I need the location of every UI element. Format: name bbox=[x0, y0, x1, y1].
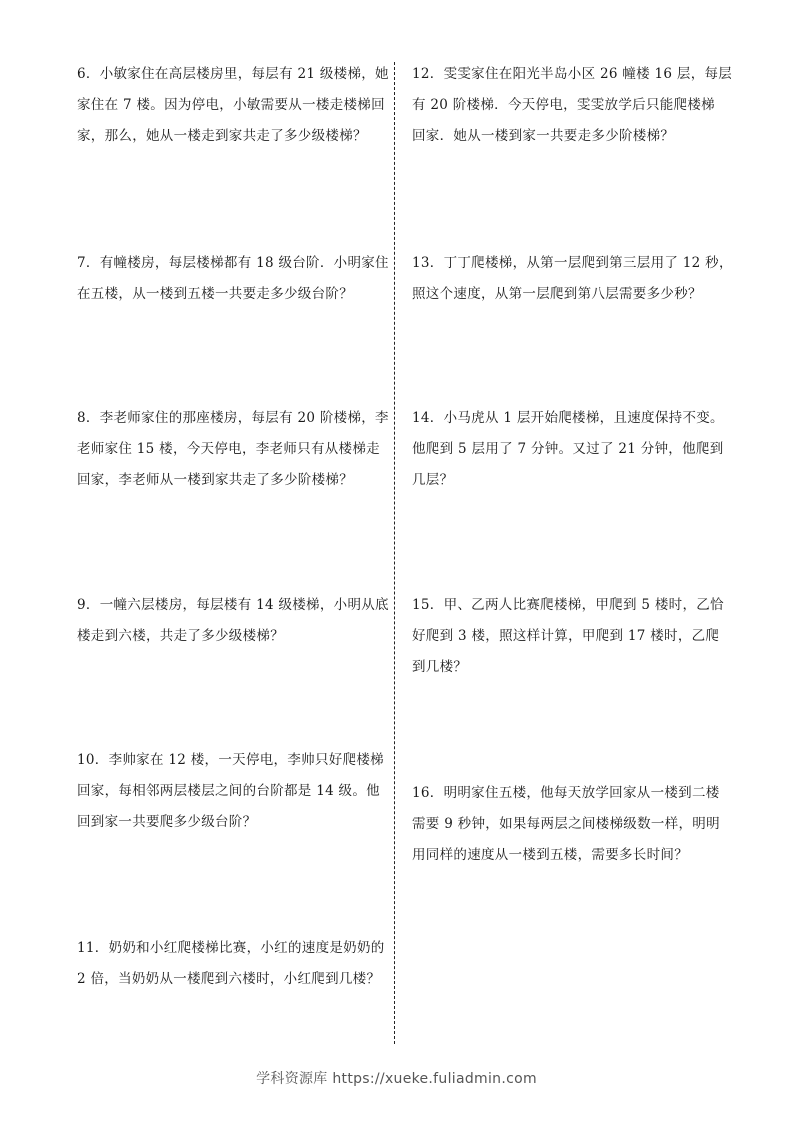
problem-line: 他爬到 5 层用了 7 分钟。又过了 21 分钟，他爬到 bbox=[412, 441, 724, 457]
problem-line: 在五楼，从一楼到五楼一共要走多少级台阶？ bbox=[77, 286, 353, 302]
problem-line: 回家，每相邻两层楼层之间的台阶都是 14 级。他 bbox=[77, 783, 380, 799]
problem-line: 需要 9 秒钟，如果每两层之间楼梯级数一样，明明 bbox=[412, 816, 720, 832]
problem-12 bbox=[412, 59, 732, 152]
problem-line: 2 倍，当奶奶从一楼爬到六楼时，小红爬到几楼？ bbox=[77, 971, 381, 987]
problem-line: 16．明明家住五楼，他每天放学回家从一楼到二楼 bbox=[412, 785, 720, 801]
problem-line: 10．李帅家在 12 楼，一天停电，李帅只好爬楼梯 bbox=[77, 752, 384, 768]
problem-15 bbox=[412, 590, 724, 683]
problem-line: 用同样的速度从一楼到五楼，需要多长时间？ bbox=[412, 847, 688, 863]
problem-line: 11．奶奶和小红爬楼梯比赛，小红的速度是奶奶的 bbox=[77, 940, 385, 956]
problem-line: 14．小马虎从 1 层开始爬楼梯，且速度保持不变。 bbox=[412, 410, 724, 426]
problem-line: 家，那么，她从一楼走到家共走了多少级楼梯？ bbox=[77, 128, 367, 144]
problem-11 bbox=[77, 933, 385, 995]
problem-line: 家住在 7 楼。因为停电，小敏需要从一楼走楼梯回 bbox=[77, 97, 385, 113]
problem-line: 8．李老师家住的那座楼房，每层有 20 阶楼梯，李 bbox=[77, 410, 389, 426]
problem-line: 6．小敏家住在高层楼房里，每层有 21 级楼梯，她 bbox=[77, 66, 389, 82]
problem-line: 回家，李老师从一楼到家共走了多少阶楼梯？ bbox=[77, 472, 353, 488]
problem-line: 7．有幢楼房，每层楼梯都有 18 级台阶．小明家住 bbox=[77, 255, 389, 271]
problem-6 bbox=[77, 59, 389, 152]
problem-7 bbox=[77, 248, 389, 310]
problem-line: 9．一幢六层楼房，每层楼有 14 级楼梯，小明从底 bbox=[77, 597, 389, 613]
footer-source: 学科资源库 https://xueke.fuliadmin.com bbox=[256, 1071, 537, 1087]
problem-line: 老师家住 15 楼，今天停电，李老师只有从楼梯走 bbox=[77, 441, 380, 457]
problem-9 bbox=[77, 590, 389, 652]
problem-line: 13．丁丁爬楼梯，从第一层爬到第三层用了 12 秒， bbox=[412, 255, 733, 271]
problem-line: 回到家一共要爬多少级台阶？ bbox=[77, 814, 257, 830]
problem-line: 15．甲、乙两人比赛爬楼梯，甲爬到 5 楼时，乙恰 bbox=[412, 597, 724, 613]
column-divider bbox=[394, 62, 395, 1044]
problem-line: 有 20 阶楼梯．今天停电，雯雯放学后只能爬楼梯 bbox=[412, 97, 715, 113]
problem-line: 照这个速度，从第一层爬到第八层需要多少秒？ bbox=[412, 286, 702, 302]
problem-line: 回家．她从一楼到家一共要走多少阶楼梯？ bbox=[412, 128, 675, 144]
problem-8 bbox=[77, 403, 389, 496]
problem-line: 到几楼？ bbox=[412, 659, 468, 675]
problem-13 bbox=[412, 248, 733, 310]
problem-16 bbox=[412, 778, 720, 871]
problem-line: 楼走到六楼，共走了多少级楼梯？ bbox=[77, 628, 284, 644]
problem-line: 12．雯雯家住在阳光半岛小区 26 幢楼 16 层，每层 bbox=[412, 66, 733, 82]
problem-line: 几层？ bbox=[412, 472, 454, 488]
problem-10 bbox=[77, 745, 384, 838]
problem-14 bbox=[412, 403, 724, 496]
problem-line: 好爬到 3 楼，照这样计算，甲爬到 17 楼时，乙爬 bbox=[412, 628, 720, 644]
